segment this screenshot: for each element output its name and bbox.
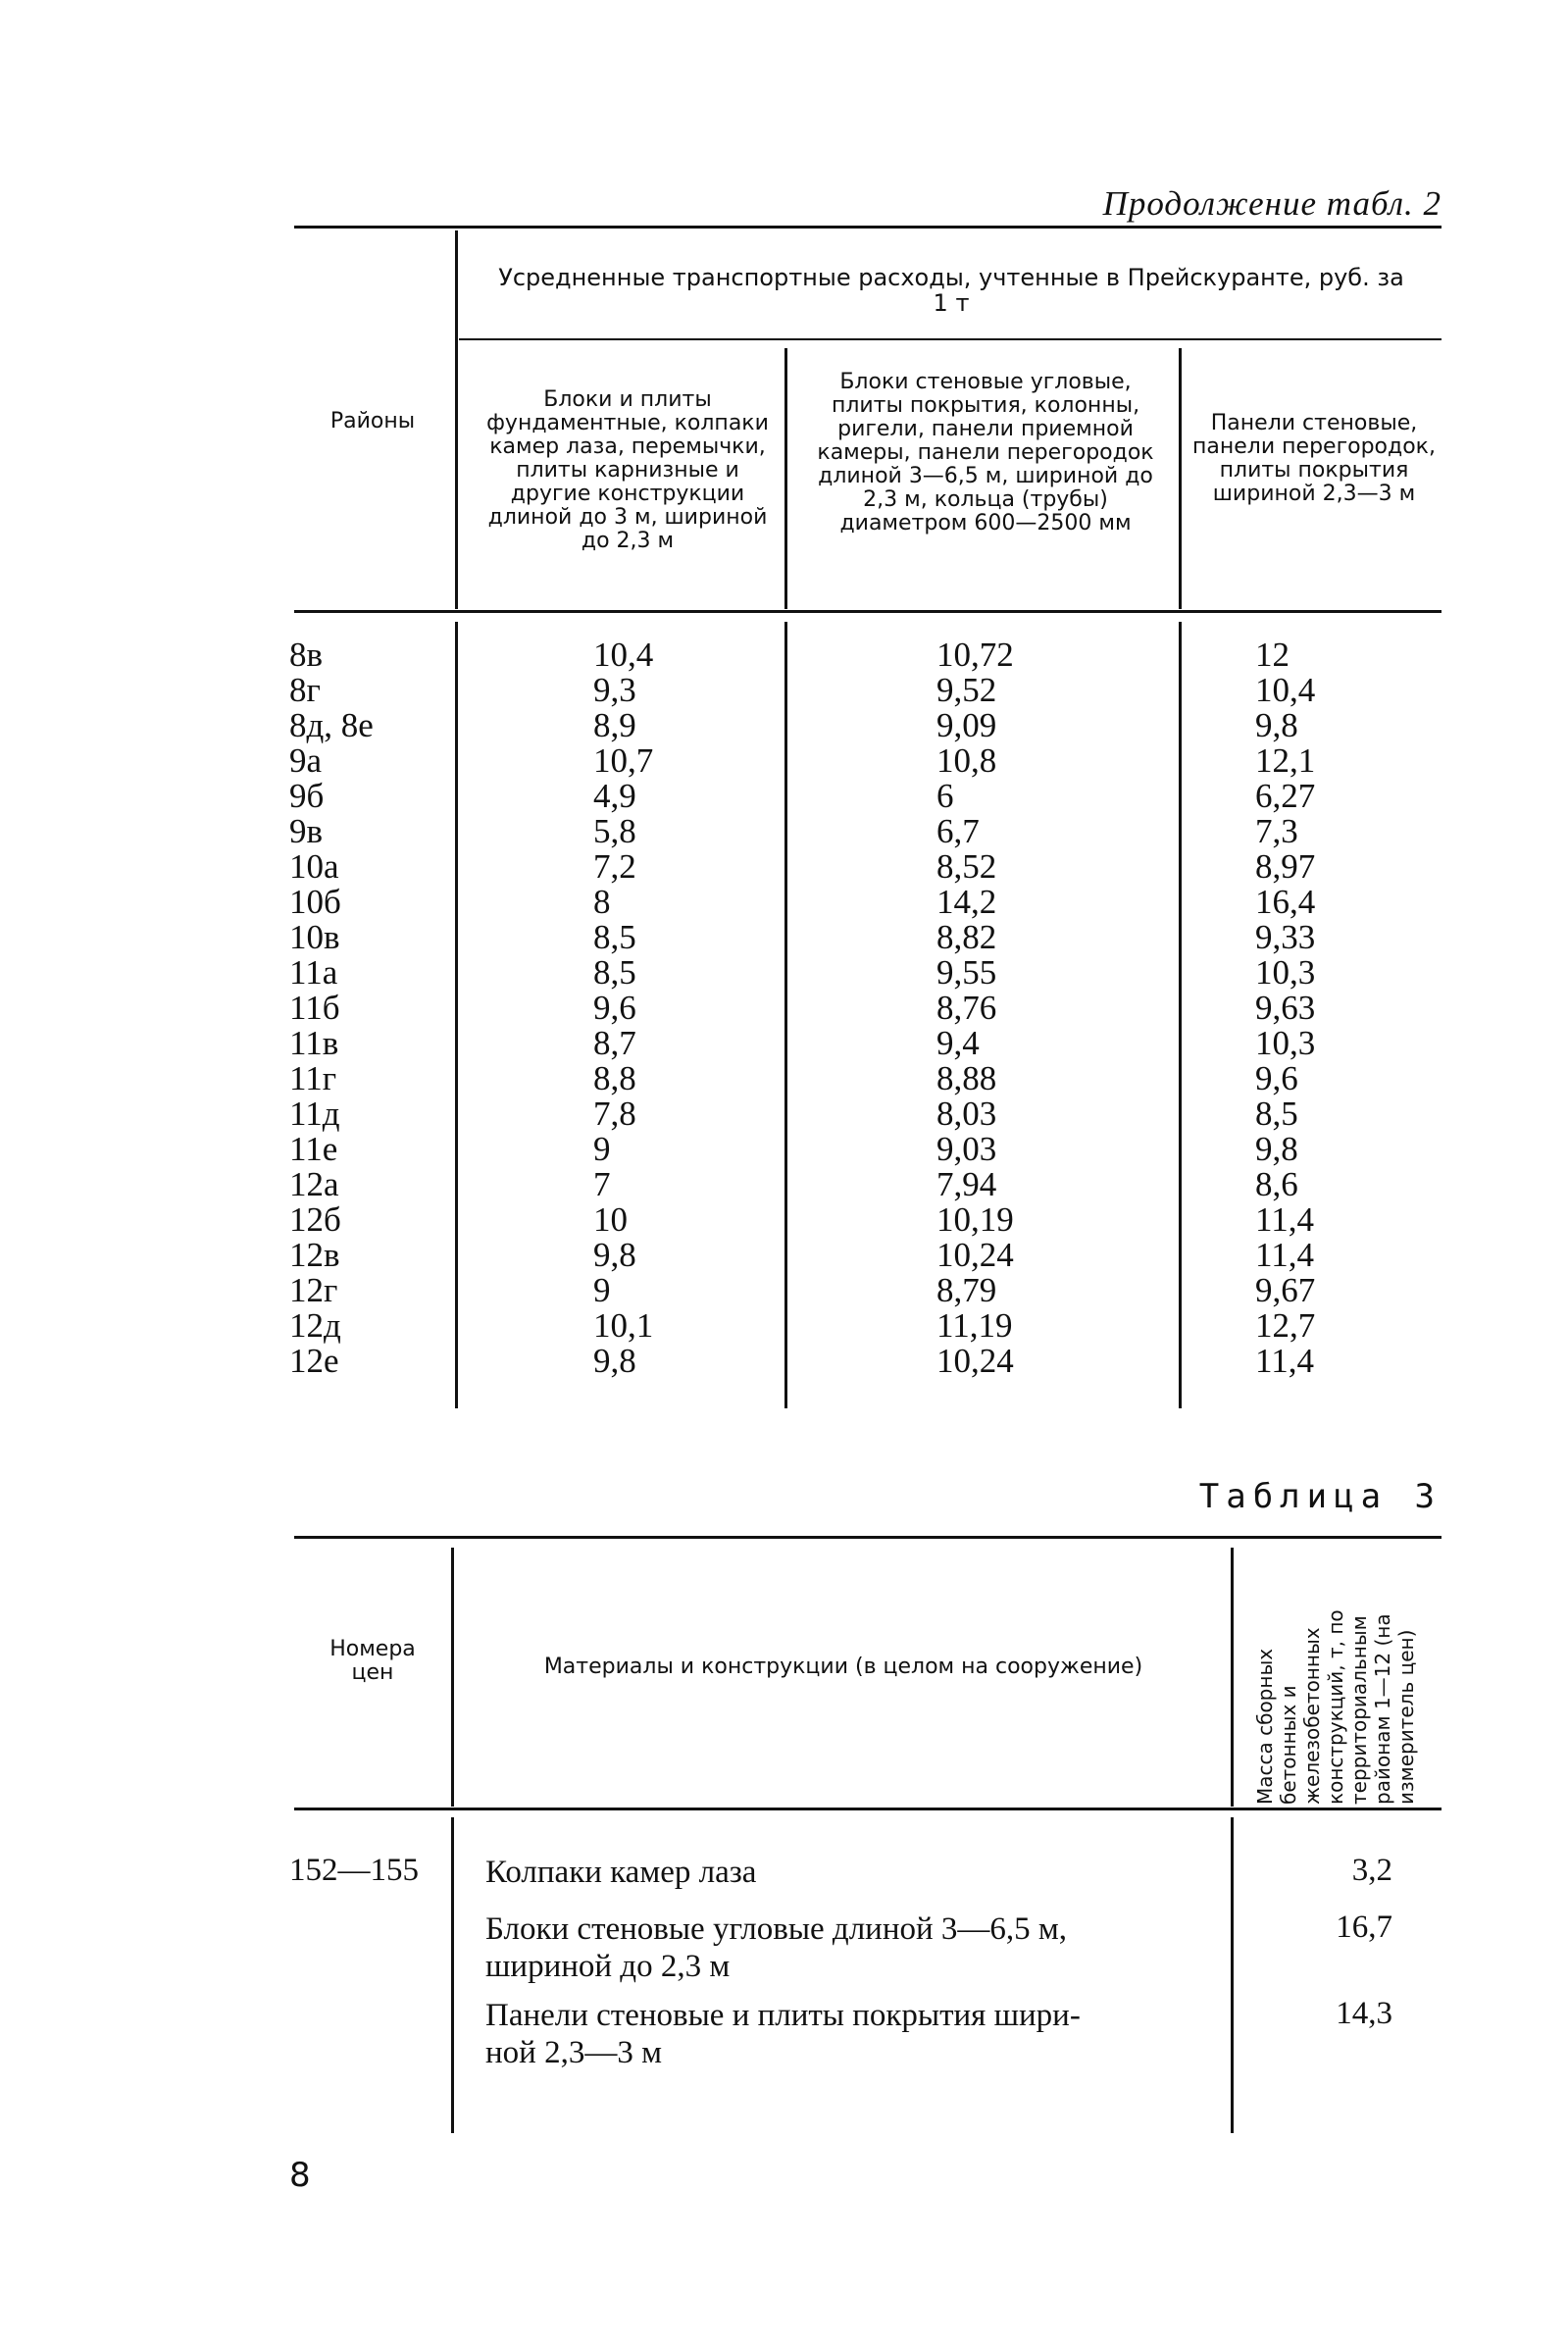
t2-col2-cell: 10,72 — [936, 636, 1014, 674]
t2-col2-values — [936, 637, 1054, 1379]
t3-row-1-material — [485, 1854, 1211, 1891]
t2-col2-cell: 9,4 — [936, 1024, 980, 1062]
t2-col1-cell: 10,7 — [593, 741, 654, 780]
t2-col1-cell: 10,1 — [593, 1306, 654, 1345]
t2-col1-header: Блоки и плиты фундаментные, колпаки камер лаза, перемычки, плиты карнизные и другие конструкции длиной до 3 м, шириной до 2,3 м — [486, 387, 769, 553]
t3-row-3-line1: Панели стеновые и плиты покрытия шири- — [485, 1998, 1081, 2033]
t2-region-cell: 8г — [289, 671, 321, 709]
t2-col1-cell: 10,4 — [593, 636, 654, 674]
t2-col2-cell: 10,8 — [936, 741, 997, 780]
t2-col3-cell: 8,5 — [1255, 1095, 1298, 1133]
t2-col2-cell: 8,52 — [936, 847, 997, 886]
t2-col2-cell: 8,88 — [936, 1059, 997, 1097]
t3-top-rule — [294, 1536, 1442, 1539]
t2-vline-2 — [784, 348, 787, 609]
t2-region-cell: 12в — [289, 1236, 340, 1274]
t2-group-header: Усредненные транспортные расходы, учтенные в Прейскуранте, руб. за 1 т — [498, 264, 1404, 317]
t2-col3-cell: 12 — [1255, 636, 1290, 674]
t2-col1-cell: 9 — [593, 1271, 611, 1309]
t3-vline-1b — [451, 1817, 454, 2133]
t2-region-column — [289, 637, 436, 1379]
t3-vline-1 — [451, 1548, 454, 1807]
t2-col2-cell: 8,03 — [936, 1095, 997, 1133]
t2-col2-cell: 9,09 — [936, 706, 997, 744]
t3-row-3-mass: 14,3 — [1336, 1996, 1392, 2031]
t3-row-2-mass: 16,7 — [1336, 1910, 1392, 1945]
t2-region-cell: 10в — [289, 918, 340, 956]
t2-col1-cell: 8,8 — [593, 1059, 636, 1097]
t2-region-cell: 9в — [289, 812, 324, 850]
t2-col3-cell: 9,33 — [1255, 918, 1316, 956]
t2-col-region-header: Районы — [329, 409, 416, 433]
t3-vline-2b — [1231, 1817, 1234, 2133]
t2-region-cell: 9а — [289, 741, 323, 780]
t2-col3-cell: 9,6 — [1255, 1059, 1298, 1097]
t2-region-cell: 9б — [289, 777, 325, 815]
t2-col3-cell: 8,6 — [1255, 1165, 1298, 1203]
t2-col1-cell: 8 — [593, 883, 611, 921]
t2-col2-cell: 9,55 — [936, 953, 997, 992]
t3-row-1-line1: Колпаки камер лаза — [485, 1855, 757, 1890]
t2-col3-cell: 10,3 — [1255, 953, 1316, 992]
t2-vline-3b — [1179, 622, 1182, 1408]
t2-col3-cell: 11,4 — [1255, 1200, 1314, 1239]
t3-row-2-material — [485, 1910, 1211, 1985]
t2-col3-cell: 9,8 — [1255, 706, 1298, 744]
t2-col1-cell: 8,7 — [593, 1024, 636, 1062]
t2-col2-cell: 10,24 — [936, 1236, 1014, 1274]
t3-col-mass-text: Масса сборных бетонных и железобетонных конструкций, т, по территориальным районам 1—12 (на измеритель цен) — [1253, 1609, 1418, 1805]
t3-row-1-mass: 3,2 — [1351, 1853, 1392, 1888]
t2-col1-cell: 8,5 — [593, 918, 636, 956]
t3-row-3-material — [485, 1997, 1211, 2071]
t2-region-cell: 11г — [289, 1059, 337, 1097]
t2-region-cell: 11д — [289, 1095, 340, 1133]
t2-col1-cell: 7 — [593, 1165, 611, 1203]
t2-col3-cell: 8,97 — [1255, 847, 1316, 886]
t2-col1-cell: 10 — [593, 1200, 628, 1239]
t2-region-cell: 12г — [289, 1271, 338, 1309]
t3-col-materials-header: Материалы и конструкции (в целом на сооружение) — [543, 1655, 1143, 1679]
t2-col2-cell: 8,82 — [936, 918, 997, 956]
t2-col3-cell: 10,3 — [1255, 1024, 1316, 1062]
t2-region-cell: 12д — [289, 1306, 341, 1345]
t2-col2-cell: 6,7 — [936, 812, 980, 850]
t2-vline-1b — [455, 622, 458, 1408]
t2-region-cell: 10б — [289, 883, 341, 921]
t3-row-2-line1: Блоки стеновые угловые длиной 3—6,5 м, — [485, 1911, 1068, 1947]
t3-header-bottom-rule — [294, 1808, 1442, 1810]
t2-top-rule — [294, 226, 1442, 229]
t2-region-cell: 12б — [289, 1200, 341, 1239]
t2-region-cell: 8д, 8е — [289, 706, 374, 744]
t2-region-cell: 11б — [289, 989, 340, 1027]
t2-region-cell: 11а — [289, 953, 338, 992]
t2-col1-cell: 7,8 — [593, 1095, 636, 1133]
t2-col3-cell: 6,27 — [1255, 777, 1316, 815]
t2-col2-cell: 7,94 — [936, 1165, 997, 1203]
t2-col3-values — [1255, 637, 1363, 1379]
t2-col3-cell: 9,8 — [1255, 1130, 1298, 1168]
t2-region-cell: 10а — [289, 847, 339, 886]
t2-col1-cell: 9,8 — [593, 1342, 636, 1380]
t2-col2-cell: 14,2 — [936, 883, 997, 921]
t2-col1-values — [593, 637, 682, 1379]
t2-col2-header: Блоки стеновые угловые, плиты покрытия, колонны, ригели, панели приемной камеры, панели перегородок длиной 3—6,5 м, шириной до 2,3 м, кольца (трубы) диаметром 600—2500 мм — [817, 370, 1154, 535]
t2-col2-cell: 10,24 — [936, 1342, 1014, 1380]
t2-vline-2b — [784, 622, 787, 1408]
t2-col3-cell: 7,3 — [1255, 812, 1298, 850]
t3-row-3-line2: ной 2,3—3 м — [485, 2035, 662, 2070]
t3-price-range: 152—155 — [289, 1853, 419, 1888]
t2-col3-cell: 9,63 — [1255, 989, 1316, 1027]
t2-col1-cell: 9,3 — [593, 671, 636, 709]
t2-col3-cell: 12,7 — [1255, 1306, 1316, 1345]
t2-col3-cell: 9,67 — [1255, 1271, 1316, 1309]
t2-region-cell: 11е — [289, 1130, 338, 1168]
t2-col3-header: Панели стеновые, панели перегородок, плиты покрытия шириной 2,3—3 м — [1192, 411, 1436, 506]
t2-col1-cell: 5,8 — [593, 812, 636, 850]
page-number: 8 — [289, 2156, 311, 2195]
t2-region-cell: 12е — [289, 1342, 339, 1380]
t2-group-rule — [459, 338, 1442, 340]
table3-title: Таблица 3 — [1198, 1477, 1442, 1516]
t2-col2-cell: 8,76 — [936, 989, 997, 1027]
t2-col1-cell: 8,9 — [593, 706, 636, 744]
t2-col1-cell: 7,2 — [593, 847, 636, 886]
t2-col1-cell: 8,5 — [593, 953, 636, 992]
t2-col2-cell: 11,19 — [936, 1306, 1013, 1345]
t2-region-cell: 8в — [289, 636, 324, 674]
t2-col3-cell: 11,4 — [1255, 1342, 1314, 1380]
continuation-label: Продолжение табл. 2 — [1102, 184, 1442, 223]
t2-col2-cell: 10,19 — [936, 1200, 1014, 1239]
t2-col2-cell: 6 — [936, 777, 954, 815]
t2-col1-cell: 9,8 — [593, 1236, 636, 1274]
t2-col3-cell: 12,1 — [1255, 741, 1316, 780]
t2-col1-cell: 9,6 — [593, 989, 636, 1027]
t3-col-prices-header: Номера цен — [329, 1637, 416, 1685]
t2-col3-cell: 11,4 — [1255, 1236, 1314, 1274]
t2-col3-cell: 16,4 — [1255, 883, 1316, 921]
t2-header-bottom-rule — [294, 610, 1442, 613]
t2-col1-cell: 9 — [593, 1130, 611, 1168]
t2-col2-cell: 9,52 — [936, 671, 997, 709]
t3-col-mass-header — [1253, 1550, 1449, 1805]
t2-vline-1 — [455, 230, 458, 609]
t3-row-2-line2: шириной до 2,3 м — [485, 1949, 731, 1984]
t2-vline-3 — [1179, 348, 1182, 609]
t2-region-cell: 12а — [289, 1165, 339, 1203]
t2-region-cell: 11в — [289, 1024, 339, 1062]
t2-col1-cell: 4,9 — [593, 777, 636, 815]
t2-col3-cell: 10,4 — [1255, 671, 1316, 709]
t2-col2-cell: 8,79 — [936, 1271, 997, 1309]
t2-col2-cell: 9,03 — [936, 1130, 997, 1168]
t3-vline-2 — [1231, 1548, 1234, 1807]
